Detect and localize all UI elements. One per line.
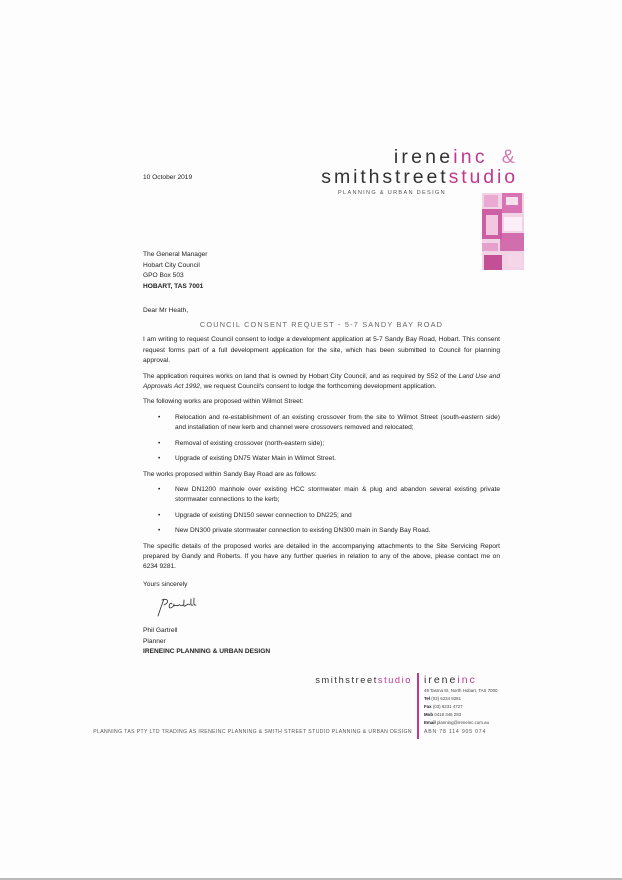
paragraph-wilmot-intro: The following works are proposed within Wilmot Street: xyxy=(143,398,304,406)
recipient-line: HOBART, TAS 7001 xyxy=(143,282,204,290)
list-item: • Upgrade of existing DN150 sewer connection to DN225; and xyxy=(143,511,500,521)
footer-fax xyxy=(424,703,497,711)
footer-logo-ireneinc xyxy=(424,674,477,686)
tel-value: (03) 6234 9281 xyxy=(431,696,462,701)
list-item: • Relocation and re-establishment of an existing crossover from the site to Wilmot Street (south-eastern side) and installation of new kerb and channel were crossovers removed and relocated; xyxy=(143,413,500,434)
footer-email xyxy=(424,719,497,727)
tel-label: Tel xyxy=(424,696,431,701)
recipient-line: GPO Box 503 xyxy=(143,272,184,280)
fax-value: (03) 6231 4727 xyxy=(432,704,463,709)
footer-divider xyxy=(417,673,419,739)
email-value: planning@ireneinc.com.au xyxy=(436,720,490,725)
closing: Yours sincerely xyxy=(143,580,188,588)
list-item: • New DN1200 manhole over existing HCC stormwater main & plug and abandon several existing private stormwater connections to the kerb; xyxy=(143,485,500,506)
footer-contact-details xyxy=(424,687,497,727)
signer-name: Phil Gartrell xyxy=(143,627,178,635)
signer-company: IRENEINC PLANNING & URBAN DESIGN xyxy=(143,647,271,655)
footer-smithstreet: smithstreet xyxy=(315,675,378,685)
mob-label: Mob xyxy=(424,712,434,717)
recipient-line: The General Manager xyxy=(143,251,208,259)
paragraph-legislation-text-b: , we request Council's consent to lodge the forthcoming development application. xyxy=(199,383,437,391)
footer-inc: inc xyxy=(457,674,477,686)
mob-value: 0418 346 283 xyxy=(434,712,462,717)
footer-irene: irene xyxy=(424,674,458,686)
handwritten-signature xyxy=(150,596,210,618)
logo-studio: studio xyxy=(448,166,518,188)
logo-ampersand: & xyxy=(501,146,518,168)
footer-logo-smithstreetstudio xyxy=(315,675,412,686)
logo-irene: irene xyxy=(393,146,454,168)
sandy-bay-works-list xyxy=(143,485,500,537)
letterhead-tagline: PLANNING & URBAN DESIGN xyxy=(338,190,446,196)
footer-abn: ABN 78 114 905 074 xyxy=(424,729,487,735)
recipient-address xyxy=(143,250,500,292)
paragraph-sandy-bay-intro: The works proposed within Sandy Bay Road are as follows: xyxy=(143,470,317,478)
letter-body xyxy=(143,173,500,657)
salutation: Dear Mr Heath, xyxy=(143,307,189,315)
letter-footer xyxy=(0,672,622,742)
footer-mob xyxy=(424,711,497,719)
fax-label: Fax xyxy=(424,704,432,709)
recipient-line: Hobart City Council xyxy=(143,261,200,269)
list-item: • Upgrade of existing DN75 Water Main in Wilmot Street. xyxy=(143,454,500,464)
logo-inc: inc xyxy=(453,146,488,168)
logo-line-ireneinc xyxy=(321,147,518,167)
footer-studio: studio xyxy=(377,675,412,685)
signer-title: Planner xyxy=(143,637,166,645)
paragraph-intro: I am writing to request Council consent to lodge a development application at 5-7 Sandy Bay Road, Hobart. This consent request forms part of a full development application for the site, which has been submitted to Council for planning approval. xyxy=(143,336,500,365)
act-title: Land Use and Approvals Act 1992 xyxy=(143,372,500,391)
footer-trading-statement: PLANNING TAS PTY LTD TRADING AS IRENEINC PLANNING & SMITH STREET STUDIO PLANNING & URBAN DESIGN xyxy=(93,729,412,735)
subject-heading: COUNCIL CONSENT REQUEST - 5-7 SANDY BAY ROAD xyxy=(199,320,444,330)
logo-smithstreet: smithstreet xyxy=(321,166,449,188)
footer-address: 49 Tasma St, North Hobart, TAS 7000 xyxy=(424,688,498,693)
signer-block xyxy=(143,626,500,657)
email-label: Email xyxy=(424,720,436,725)
list-item: • New DN300 private stormwater connection to existing DN300 main in Sandy Bay Road. xyxy=(143,526,500,536)
list-item: • Removal of existing crossover (north-eastern side); xyxy=(143,439,500,449)
wilmot-works-list xyxy=(143,413,500,465)
paragraph-legislation xyxy=(143,372,500,393)
paragraph-details: The specific details of the proposed works are detailed in the accompanying attachments to the Site Servicing Report prepared by Gandy and Roberts. If you have any further queries in relation to any of the above, please contact me on 6234 9281. xyxy=(143,542,500,571)
letter-date: 10 October 2019 xyxy=(143,174,193,181)
footer-tel xyxy=(424,695,497,703)
paragraph-legislation-text-a: The application requires works on land that is owned by Hobart City Council, and as required by S52 of the xyxy=(143,372,459,380)
